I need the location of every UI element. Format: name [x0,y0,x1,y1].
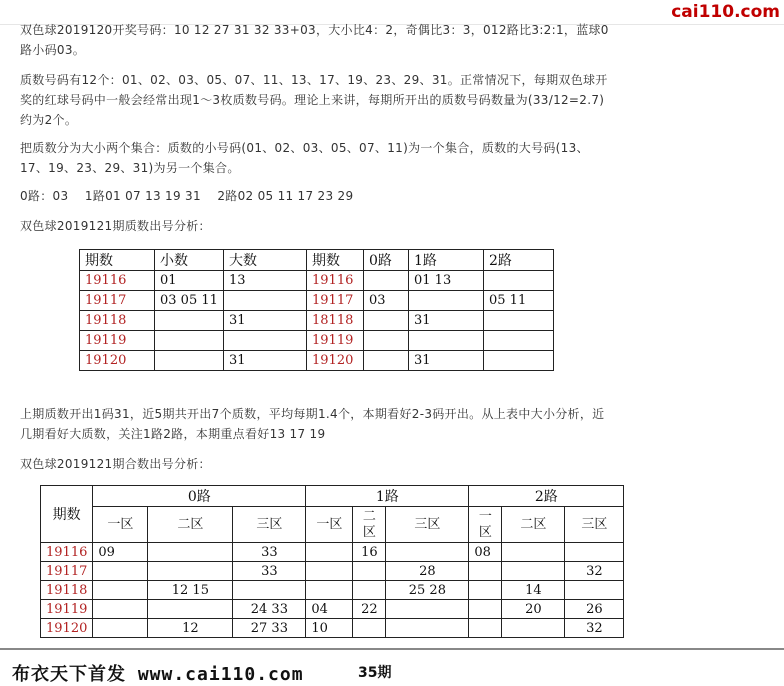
value-cell: 03 [364,291,409,311]
col-route-2: 2路 [484,250,554,271]
value-cell: 22 [353,600,386,619]
table-row [80,331,554,351]
value-cell [148,562,233,581]
value-cell [353,581,386,600]
value-cell [353,619,386,638]
period-cell: 19118 [41,581,93,600]
value-cell [364,271,409,291]
value-cell: 20 [502,600,565,619]
value-cell: 14 [502,581,565,600]
table-row [80,311,554,331]
paragraph-prime-intro: 质数号码有12个：01、02、03、05、07、11、13、17、19、23、29、31。正常情况下，每期双色球开奖的红球号码中一般会经常出现1～3枚质数号码。理论上来讲，每期所开出的质数号码数量为(33/12=2.7)约为2个。 [20,73,608,127]
value-cell [484,331,554,351]
value-cell: 01 [155,271,224,291]
table-row [80,291,554,311]
value-cell: 04 [306,600,353,619]
value-cell [233,581,306,600]
group-route-0: 0路 [93,486,306,507]
value-cell [502,543,565,562]
col-period: 期数 [41,486,93,543]
table-row [80,271,554,291]
period-cell: 19117 [307,291,364,311]
period-cell: 19116 [41,543,93,562]
value-cell: 05 11 [484,291,554,311]
value-cell [469,600,502,619]
paragraph-draw-result: 双色球2019120开奖号码：10 12 27 31 32 33+03，大小比4：2，奇偶比3：3，012路比3:2:1，蓝球0路小码03。 [20,23,609,57]
col-period: 期数 [80,250,155,271]
value-cell: 01 13 [409,271,484,291]
value-cell [409,331,484,351]
value-cell: 32 [565,619,624,638]
period-cell: 19117 [41,562,93,581]
period-cell: 18118 [307,311,364,331]
value-cell [93,581,148,600]
period-cell: 19120 [41,619,93,638]
value-cell [502,619,565,638]
paragraph-route-list: 0路：03 1路01 07 13 19 31 2路02 05 11 17 23 29 [20,189,354,203]
table-row [41,543,624,562]
col-small: 小数 [155,250,224,271]
group-route-2: 2路 [469,486,624,507]
zone-header: 一区 [306,507,353,543]
value-cell: 31 [409,351,484,371]
value-cell [469,562,502,581]
col-route-0: 0路 [364,250,409,271]
value-cell: 28 [386,562,469,581]
value-cell: 16 [353,543,386,562]
value-cell: 24 33 [233,600,306,619]
footer-issue: 35期 [358,665,392,681]
value-cell: 12 [148,619,233,638]
value-cell [386,600,469,619]
value-cell [155,351,224,371]
value-cell [93,600,148,619]
period-cell: 19120 [80,351,155,371]
period-cell: 19116 [307,271,364,291]
paragraph-prime-sets: 把质数分为大小两个集合：质数的小号码(01、02、03、05、07、11)为一个集合，质数的大号码(13、17、19、23、29、31)为另一个集合。 [20,141,589,175]
value-cell [306,562,353,581]
value-cell [386,543,469,562]
value-cell [306,581,353,600]
value-cell [148,600,233,619]
value-cell: 27 33 [233,619,306,638]
prime-analysis-table [79,249,554,371]
value-cell [364,331,409,351]
value-cell: 31 [224,311,307,331]
value-cell [364,311,409,331]
col-period-2: 期数 [307,250,364,271]
value-cell: 32 [565,562,624,581]
table-group-row [41,486,624,507]
period-cell: 19117 [80,291,155,311]
period-cell: 19119 [80,331,155,351]
value-cell: 10 [306,619,353,638]
value-cell [502,562,565,581]
table-row [41,619,624,638]
col-route-1: 1路 [409,250,484,271]
paragraph-prime-summary: 上期质数开出1码31，近5期共开出7个质数，平均每期1.4个，本期看好2-3码开出。从上表中大小分析，近几期看好大质数，关注1路2路，本期重点看好13 17 19 [20,407,605,441]
value-cell [155,331,224,351]
value-cell: 31 [409,311,484,331]
value-cell [224,331,307,351]
value-cell: 33 [233,543,306,562]
table-row [80,351,554,371]
value-cell [364,351,409,371]
table-row [41,581,624,600]
value-cell [148,543,233,562]
zone-header: 三区 [565,507,624,543]
zone-header: 一区 [93,507,148,543]
value-cell [224,291,307,311]
period-cell: 19116 [80,271,155,291]
composite-analysis-table [40,485,624,638]
value-cell [306,543,353,562]
value-cell: 09 [93,543,148,562]
value-cell [565,543,624,562]
value-cell [469,581,502,600]
value-cell: 31 [224,351,307,371]
value-cell [353,562,386,581]
zone-header: 一 区 [469,507,502,543]
period-cell: 19119 [41,600,93,619]
value-cell: 12 15 [148,581,233,600]
period-cell: 19118 [80,311,155,331]
value-cell: 25 28 [386,581,469,600]
group-route-1: 1路 [306,486,469,507]
value-cell [155,311,224,331]
table-row [41,600,624,619]
table-row [41,562,624,581]
value-cell [565,581,624,600]
period-cell: 19119 [307,331,364,351]
site-watermark: cai110.com [671,2,780,22]
zone-header: 三区 [233,507,306,543]
value-cell [484,271,554,291]
value-cell: 33 [233,562,306,581]
value-cell [386,619,469,638]
value-cell [93,619,148,638]
col-large: 大数 [224,250,307,271]
value-cell [469,619,502,638]
period-cell: 19120 [307,351,364,371]
value-cell: 13 [224,271,307,291]
zone-header: 二区 [502,507,565,543]
zone-header: 二区 [148,507,233,543]
value-cell: 26 [565,600,624,619]
value-cell [93,562,148,581]
value-cell: 08 [469,543,502,562]
footer-bar [0,648,784,686]
footer-credit: 布衣天下首发 www.cai110.com [12,664,304,685]
value-cell: 03 05 11 [155,291,224,311]
table-zone-row [41,507,624,543]
value-cell [484,351,554,371]
value-cell [409,291,484,311]
table-header-row [80,250,554,271]
zone-header: 二 区 [353,507,386,543]
zone-header: 三区 [386,507,469,543]
value-cell [484,311,554,331]
heading-composite-analysis: 双色球2019121期合数出号分析： [20,457,211,471]
heading-prime-analysis: 双色球2019121期质数出号分析： [20,219,211,233]
